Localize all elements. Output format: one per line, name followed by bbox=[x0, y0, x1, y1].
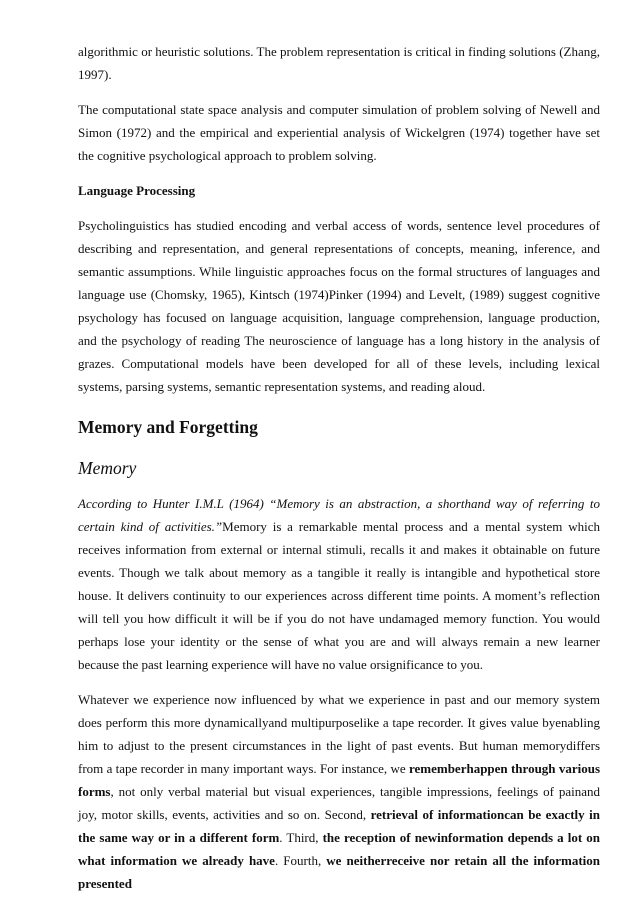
memory-system-text-1: Whatever we experience now influenced by what we experience in past and our memory system does perform this more dynamicallyand multipurposelike a tape recorder. It gives value byenabling him to adjust to the present circumstances in the light of past events. But human memorydiffers from a tape recorder in many important ways. For instance, we bbox=[78, 692, 600, 776]
memory-system-text-4: . Fourth, bbox=[274, 853, 327, 868]
paragraph-memory-system bbox=[78, 688, 600, 895]
bold-neither-receive: we neitherreceive nor retain all the information presented bbox=[78, 853, 601, 891]
heading-memory-and-forgetting: Memory and Forgetting bbox=[78, 417, 258, 437]
bold-retrieval: retrieval of informationcan be exactly in the same way or in a different form bbox=[78, 807, 600, 845]
memory-system-text-2: , not only verbal material but visual experiences, tangible impressions, feelings of painand joy, motor skills, events, activities and so on. Second, bbox=[78, 784, 600, 822]
heading-language-processing: Language Processing bbox=[78, 183, 196, 198]
memory-system-text-3: . Third, bbox=[279, 830, 323, 845]
hunter-quote: According to Hunter I.M.L (1964) “Memory is an abstraction, a shorthand way of referring to certain kind of activities.” bbox=[78, 496, 600, 534]
heading-memory: Memory bbox=[78, 458, 137, 478]
paragraph-problem-representation: algorithmic or heuristic solutions. The problem representation is critical in finding solutions (Zhang, 1997). bbox=[78, 44, 600, 82]
paragraph-psycholinguistics: Psycholinguistics has studied encoding and verbal access of words, sentence level procedures of describing and representation, and general representations of concepts, meaning, inference, and semantic assumptions. While linguistic approaches focus on the formal structures of languages and language use (Chomsky, 1965), Kintsch (1974)Pinker (1994) and Levelt, (1989) suggest cognitive psychology has focused on language acquisition, language comprehension, language production, and the psychology of reading The neuroscience of language has a long history in the analysis of grazes. Computational models have been developed for all of these levels, including lexical systems, parsing systems, semantic representation systems, and reading aloud. bbox=[78, 218, 600, 394]
bold-various-forms: rememberhappen through various forms bbox=[78, 761, 601, 799]
bold-reception: the reception of newinformation depends a lot on what information we already have bbox=[78, 830, 600, 868]
memory-definition-text: Memory is a remarkable mental process and a mental system which receives information from external or internal stimuli, recalls it and makes it obtainable on future events. Though we talk about memory as a tangible it really is intangible and hypothetical store house. It delivers continuity to our experiences across different time points. A moment’s reflection will tell you how difficult it will be if you do not have undamaged memory function. You would perhaps lose your identity or the sense of what you are and will always remain a new learner because the past learning experience will have no value orsignificance to you. bbox=[78, 519, 600, 672]
document-page bbox=[78, 40, 600, 895]
paragraph-newell-simon: The computational state space analysis and computer simulation of problem solving of Newell and Simon (1972) and the empirical and experiential analysis of Wickelgren (1974) together have set the cognitive psychological approach to problem solving. bbox=[78, 102, 600, 163]
paragraph-memory-definition bbox=[78, 492, 600, 676]
